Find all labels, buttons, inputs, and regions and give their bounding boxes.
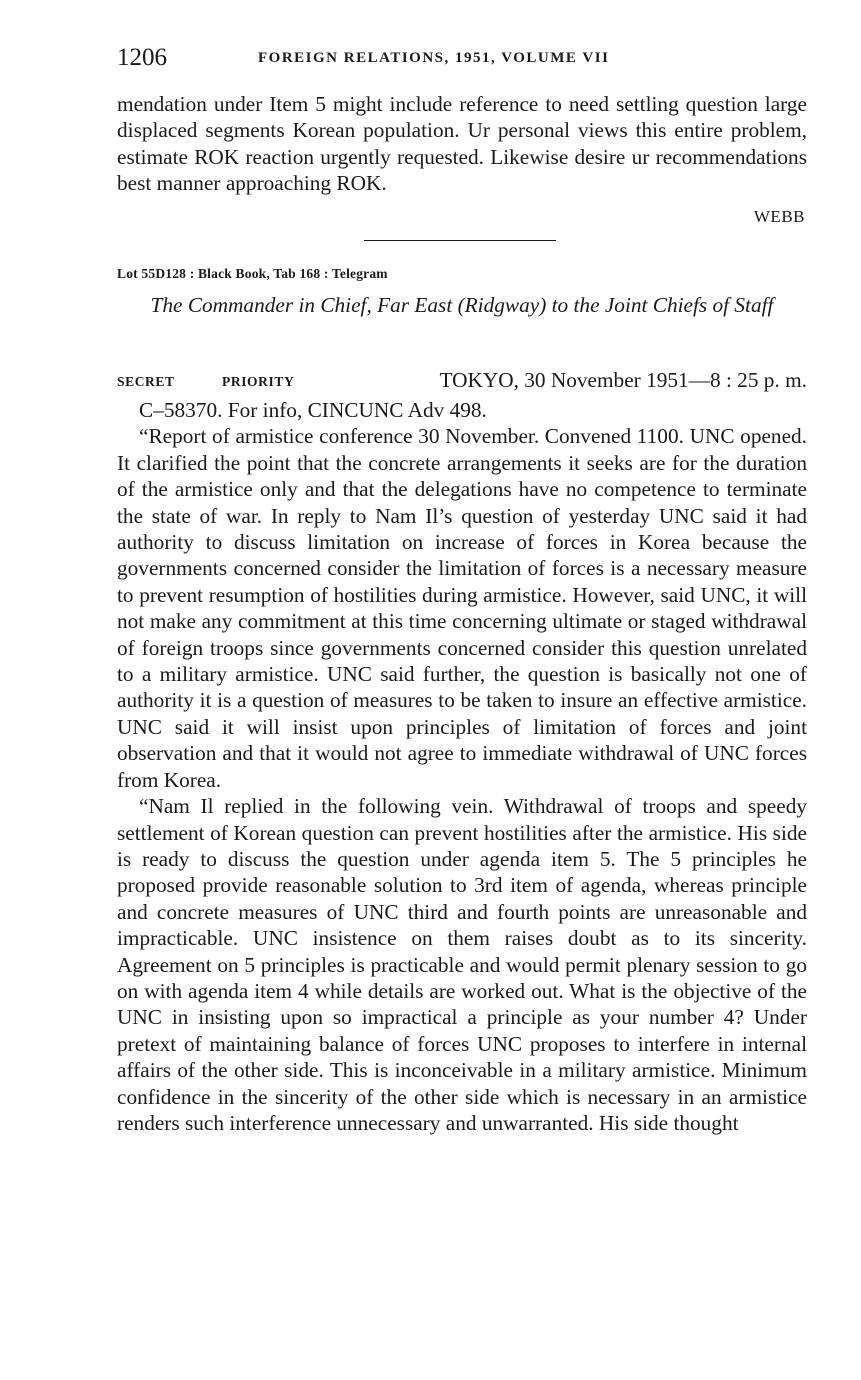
telegram-body: [117, 397, 807, 1136]
priority-label: PRIORITY: [222, 374, 295, 389]
body-paragraph: “Report of armistice conference 30 November. Convened 1100. UNC opened. It clarified the point that the concrete arrangements it seeks are for the duration of the armistice only and that the delegations have no competence to terminate the state of war. In reply to Nam Il’s question of yesterday UNC said it had authority to discuss limitation on increase of forces in Korea because the governments concerned consider the limitation of forces is a necessary measure to prevent resumption of hostilities during armistice. However, said UNC, it will not make any commitment at this time concerning ultimate or staged withdrawal of foreign troops since governments concerned consider this question unrelated to a military armistice. UNC said further, the question is basically not one of authority it is a question of measures to be taken to insure an effective armistice. UNC said it will insist upon principles of limitation of forces and joint observation and that it would not agree to immediate withdrawal of UNC forces from Korea.: [117, 424, 807, 792]
top-paragraph: mendation under Item 5 might include reference to need settling question large displaced segments Korean population. Ur personal views this entire problem, estimate ROK reaction urgently requested. Likewise desire ur recommendations best manner approaching ROK.: [117, 92, 807, 196]
page-header: [117, 44, 807, 76]
document-source: Lot 55D128 : Black Book, Tab 168 : Telegram: [117, 266, 388, 281]
document-title: The Commander in Chief, Far East (Ridgway) to the Joint Chiefs of Staff: [150, 293, 774, 317]
telegram-reference: C–58370. For info, CINCUNC Adv 498.: [139, 398, 487, 422]
page-number: 1206: [117, 44, 167, 71]
signature: WEBB: [753, 207, 805, 226]
running-title: FOREIGN RELATIONS, 1951, VOLUME VII: [258, 50, 610, 66]
body-paragraph: “Nam Il replied in the following vein. Withdrawal of troops and speedy settlement of Korean question can prevent hostilities after the armistice. His side is ready to discuss the question under agenda item 5. The 5 principles he proposed provide reasonable solution to 3rd item of agenda, whereas principle and concrete measures of UNC third and fourth points are unreasonable and impracticable. UNC insistence on them raises doubt as to its sincerity. Agreement on 5 principles is practicable and would permit plenary session to go on with agenda item 4 while details are worked out. What is the objective of the UNC in insisting upon so impractical a principle as your number 4? Under pretext of maintaining balance of forces UNC proposes to interfere in internal affairs of the other side. This is inconceivable in a military armistice. Minimum confidence in the sincerity of the other side which is necessary in an armistice renders such interference unnecessary and unwarranted. His side thought: [117, 794, 807, 1135]
classification-label: SECRET: [117, 374, 175, 389]
section-divider: [364, 240, 556, 241]
dateline: [117, 368, 807, 396]
top-paragraph-block: [117, 91, 807, 197]
place-date: TOKYO, 30 November 1951—8 : 25 p. m.: [439, 368, 807, 392]
